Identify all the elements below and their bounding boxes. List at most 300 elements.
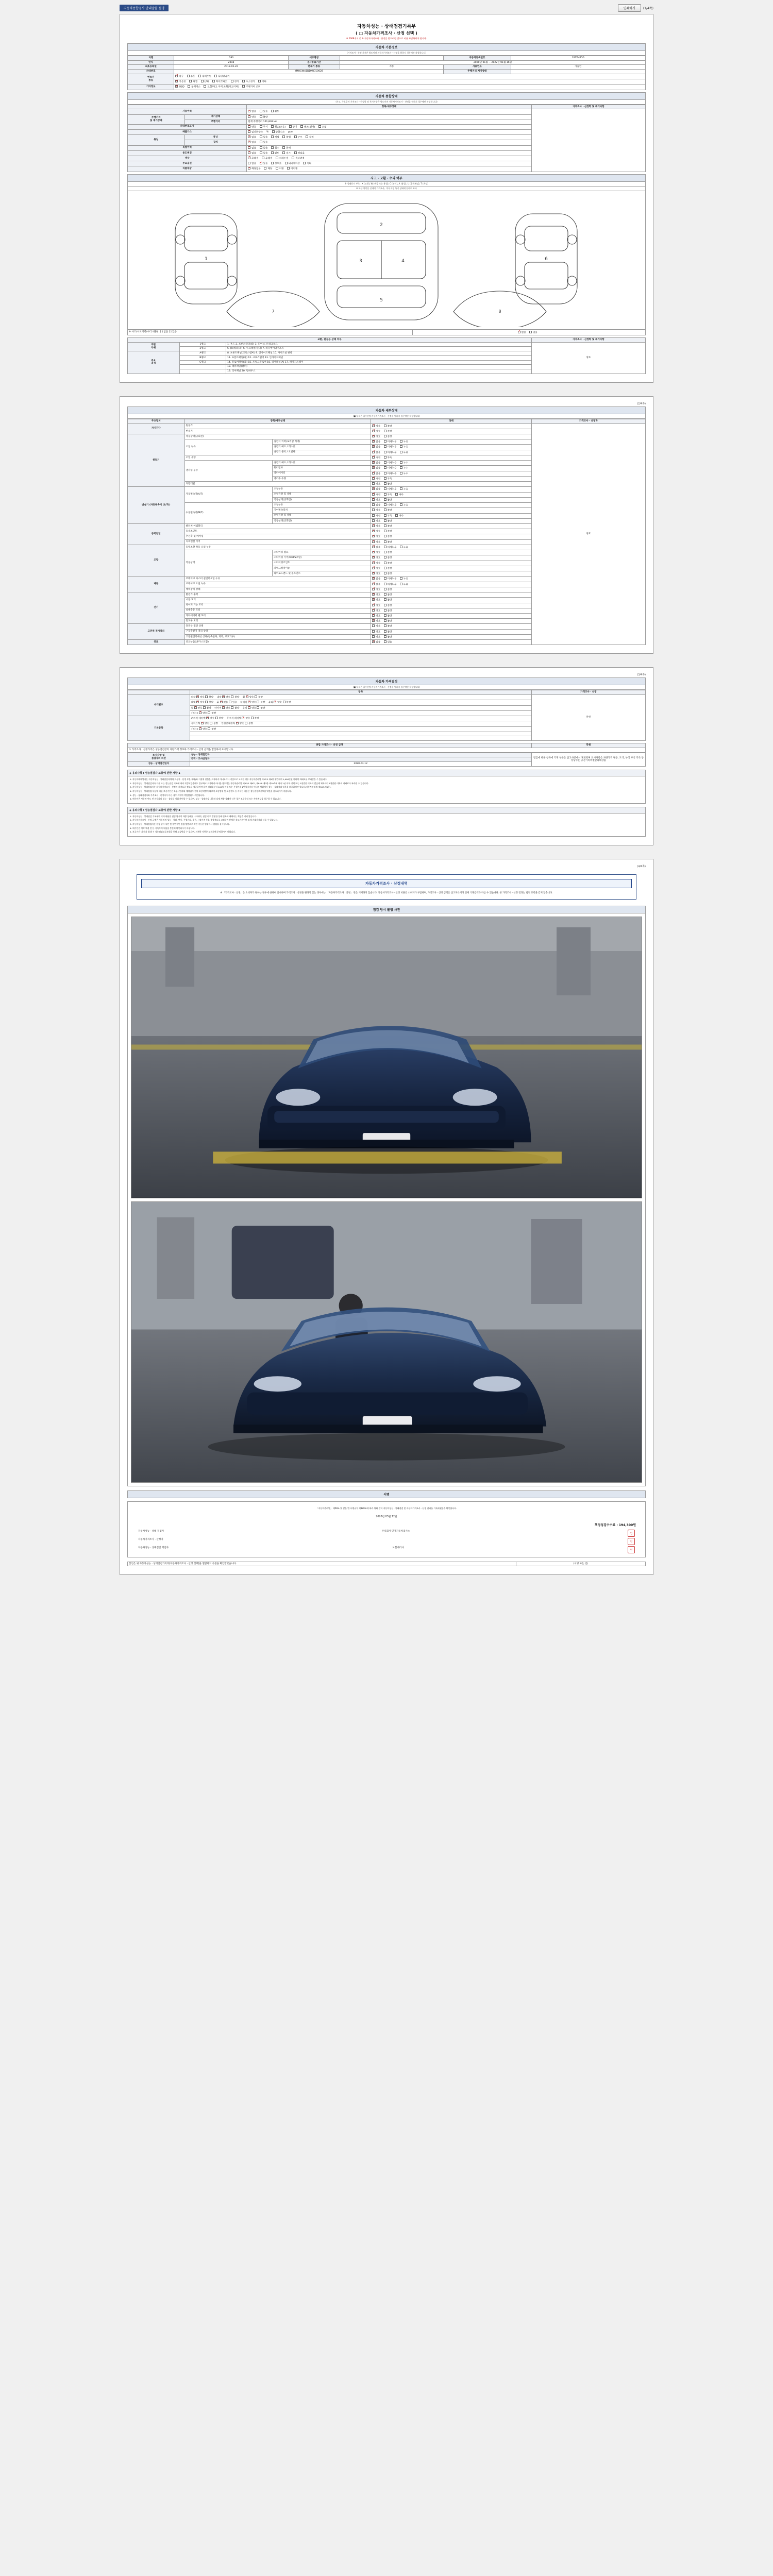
option-trans-semi[interactable]: 세미오토 — [198, 75, 211, 78]
option-misc-accident-history[interactable]: 보험/사고 이력 조회(사고이력) — [204, 85, 239, 89]
field-room[interactable]: 룸 ✔ 없음 있음 — [217, 701, 237, 704]
option-usechange-rent[interactable]: 렌트 — [271, 151, 279, 155]
option-good[interactable]: 양호 — [372, 624, 380, 628]
option-usechange-yes[interactable]: 있음 — [260, 151, 268, 155]
option-leak[interactable]: 누유 — [400, 503, 408, 507]
state-steering-power — [371, 566, 532, 571]
option-good[interactable]: ✔ 양호 — [372, 535, 380, 538]
option-minor[interactable]: 미세누유 — [384, 577, 397, 581]
option-bad[interactable]: 불량 — [384, 530, 392, 533]
field-label-carname: 차명 — [128, 56, 174, 61]
notice-item: 5. 보증기간 내 하자 발생 시 성능점검보증보험을 통해 보상받을 수 있으며, 자세한 사항은 보험사에 문의하시기 바랍니다. — [130, 831, 236, 834]
option-leak[interactable]: 누유 — [400, 451, 408, 454]
option-good[interactable]: ✔ 양호 — [372, 572, 380, 575]
option-tuning-legal[interactable]: 적법 — [271, 135, 279, 139]
signer-value-inspector: 주식회사 민경자동차검사소 — [381, 1530, 410, 1533]
fee-label: 책정성검수수료 : — [594, 1523, 618, 1527]
option-tuning2-none[interactable]: ✔ 없음 — [248, 141, 256, 144]
toolbar — [120, 4, 653, 12]
option-good[interactable]: ✔ 양호 — [372, 551, 380, 554]
item-at: 자동변속기(A/T) — [184, 487, 273, 503]
option-emission-co[interactable]: ✔ 일산화탄소 — [248, 130, 263, 134]
option-tuning-yes[interactable]: 있음 — [260, 135, 268, 139]
option-vin-erased[interactable]: 도말 — [318, 125, 327, 129]
option-minor[interactable]: 미세누유 — [384, 451, 397, 454]
option-bad[interactable]: 불량 — [384, 430, 392, 433]
option-bad[interactable]: 불량 — [384, 609, 392, 613]
notice-item: 4. 자동차성능 · 상태점검 내용에 대한 보증기간은 보험사업자와 매매업자 간의 보증약정에 따르며 보증범위 및 보증한도 등 자세한 내용은 성능점검보증보험 약관을 참조하시기 바랍니다. — [130, 789, 292, 792]
state-wipermotor — [371, 603, 532, 608]
basic-info-table — [127, 56, 646, 90]
sub-steering-gear: 스티어링 기어(MDPS포함) — [273, 555, 371, 561]
option-leak[interactable]: 누수 — [400, 461, 408, 465]
option-recall-applicable[interactable]: 해당 — [264, 167, 272, 171]
option-good[interactable]: ✔ 양호 — [372, 530, 380, 533]
option-minor[interactable]: 미세누수 — [384, 472, 397, 476]
field-safety-device[interactable]: 안전교체장치 ✔ 양호 불량 — [222, 722, 253, 725]
col-header-price-items: 항목 — [190, 690, 531, 695]
row-label-color: 색상 — [128, 156, 247, 161]
option-tuning-device[interactable]: 장치 — [306, 135, 314, 139]
option-bad[interactable]: 불량 — [384, 551, 392, 554]
option-tuning-structure[interactable]: 구조 — [294, 135, 303, 139]
option-adequate[interactable]: 적정 — [372, 514, 380, 518]
signature-row — [131, 1546, 642, 1554]
option-misc-blackbox[interactable]: 블랙박스 — [188, 85, 200, 89]
option-usechange-lease[interactable]: 리스 — [282, 151, 291, 155]
option-good[interactable]: ✔ 양호 — [372, 498, 380, 502]
rank-items-e: 19. 리어패널 20. 휠하우스 — [226, 369, 531, 374]
field-glass[interactable]: 유리 ✔ 양호 불량 — [268, 701, 291, 704]
option-good[interactable]: ✔ 양호 — [372, 425, 380, 428]
option-trans-auto[interactable]: ✔자동 — [175, 75, 183, 78]
group-label-selfdiag: 자기진단 — [128, 423, 185, 434]
field-passenger-airbag[interactable]: 동승석 에어백 ✔ 양호 불량 — [227, 717, 259, 720]
detail-note-cell: 양호 — [531, 423, 645, 645]
row-options-recall — [247, 166, 532, 172]
option-vin-damaged[interactable]: 훼손(오손) — [271, 125, 285, 129]
field-tire[interactable]: 타이어 ✔ 양호 불량 — [240, 701, 265, 704]
sub-engine-block: 실린더 블록 / 오일팬 — [273, 450, 371, 455]
state-coolant-waterpump — [371, 466, 532, 471]
option-insufficient[interactable]: 부족 — [384, 477, 392, 481]
state-engine-idle — [371, 434, 532, 439]
table-row — [128, 748, 646, 752]
state-clutch — [371, 523, 532, 529]
option-insufficient[interactable]: 부족 — [384, 456, 392, 460]
signer-label-manager: 자동차성능 · 상태점검 책임자 — [138, 1546, 169, 1549]
row-options-tuning-2 — [247, 140, 532, 145]
option-special-yes[interactable]: 있음 — [260, 146, 268, 150]
option-none[interactable]: ✔ 없음 — [372, 451, 380, 454]
item-brake-oilleak: 브레이크 오일 누유 — [184, 582, 371, 587]
sub-label-mileage: 주행거리 — [184, 120, 247, 124]
field-interior[interactable]: 내장 ✔ 양호 불량 — [217, 696, 240, 699]
field-label-firstreg: 최초등록일 — [128, 65, 174, 70]
option-vin-good[interactable]: ✔ 양호 — [248, 125, 256, 129]
option-good[interactable]: ✔ 양호 — [372, 430, 380, 433]
option-minor[interactable]: 미세누수 — [384, 461, 397, 465]
option-good[interactable]: ✔ 양호 — [372, 588, 380, 591]
option-leak[interactable]: 누유 — [400, 440, 408, 444]
item-selfdiag-engine: 원동기 — [184, 423, 371, 429]
option-good[interactable]: ✔ 양호 — [372, 567, 380, 570]
option-fuel-etc[interactable]: 기타 — [258, 80, 266, 83]
option-bad[interactable]: 불량 — [384, 556, 392, 560]
option-trans-cvt[interactable]: 무단변속기 — [214, 75, 229, 78]
state-windowmotor — [371, 619, 532, 624]
item-engine-commonrail: 커먼레일 — [184, 482, 371, 487]
option-usage-rent[interactable]: 렌트 — [271, 110, 279, 113]
option-bad[interactable]: 불량 — [384, 604, 392, 607]
inspection-photo-front — [131, 917, 642, 1198]
signer-label-assessor: 자동차가격조사 · 산정자 — [138, 1538, 163, 1541]
field-label-transmission-group: 변속기 종류 — [128, 74, 174, 84]
fuel-options — [174, 79, 646, 84]
notice-item: 6. 매수인은 자동차 인도 전 자동차의 성능 · 상태를 직접 확인할 수 있으며, 성능 · 상태점검 내용과 실제 차량 상태가 다른 경우 보증수리 또는 손해배상을 청구할 수 있습니다. — [130, 798, 281, 801]
section-overall-header: 자동차 종합상태 — [127, 92, 646, 100]
option-none[interactable]: ✔ 없음 — [372, 583, 380, 586]
option-insufficient[interactable]: 부족 — [384, 493, 392, 497]
basic-row-4 — [190, 732, 531, 736]
option-good[interactable]: ✔ 양호 — [372, 614, 380, 618]
option-good[interactable]: 양호 — [372, 482, 380, 486]
option-fuel-lpg[interactable]: LPG — [201, 80, 209, 83]
option-good[interactable]: 양호 — [372, 630, 380, 634]
certificate-text: ※ 「가격조사 · 산정」은 소비자가 원하는 경우에 한하여 실시하며 가격조사 · 산정을 원하지 않는 경우에는 「자동차가격조사 · 산정」 란은 기재하지 않습니다. 자동차가격조사 · 산정 비용은 소비자가 부담하며, 가격조사 · 산정 금액은 참고자료이며 실제 거래금액과 다를 수 있습니다. 본 가격조사 · 산정 결과는 법적 효력을 갖지 않습니다. — [220, 892, 553, 895]
option-bad[interactable]: 불량 — [384, 524, 392, 528]
special-note-value-cell: 점검에 따른 항목에 기재 부분은 참고사항에서 제외되며 표시사항은 차량가격 변동, 도색, 부식 부식 기록 등 상당수는 공간기록특별관리대상품 — [531, 753, 645, 766]
option-bad[interactable]: 불량 — [384, 630, 392, 634]
option-minor[interactable]: 미세누수 — [384, 466, 397, 470]
repair-row-4 — [190, 710, 531, 716]
option-misc-obd[interactable]: ✔ OBD — [175, 85, 184, 89]
field-glass-2[interactable]: 유리 ✔ 양호 불량 — [243, 706, 265, 710]
field-value-carname: G80 — [174, 56, 288, 61]
misc-options — [174, 84, 646, 90]
col-header-rank: 교환, 판금등 상태 여부 — [128, 337, 532, 342]
group-label-powertrain: 동력전달 — [128, 523, 185, 545]
option-bad[interactable]: 불량 — [384, 509, 392, 512]
option-vin-corrosion[interactable]: 부식 — [260, 125, 268, 129]
option-none[interactable]: ✔ 없음 — [372, 487, 380, 491]
option-none[interactable]: ✔ 없음 — [372, 472, 380, 476]
option-none[interactable]: ✔ 없음 — [372, 546, 380, 549]
option-bad[interactable]: 불량 — [384, 614, 392, 618]
option-color-changed[interactable]: 색상변경 — [292, 157, 305, 160]
svg-text:1: 1 — [205, 256, 208, 262]
option-good[interactable]: ✔ 양호 — [372, 604, 380, 607]
item-blowermotor: 실내송풍 모터 — [184, 608, 371, 613]
sub-mt-leak: 오일누유 — [273, 503, 371, 508]
option-tuning-illegal[interactable]: 불법 — [282, 135, 291, 139]
option-special-fire[interactable]: 화재 — [282, 146, 291, 150]
field-label-inspection-valid: 검사유효기간 — [288, 60, 340, 65]
option-good[interactable]: ✔ 양호 — [372, 524, 380, 528]
option-minor[interactable]: 미세누유 — [384, 503, 397, 507]
option-minor[interactable]: 미세누유 — [384, 583, 397, 586]
item-brake-booster: 배력장치 상태 — [184, 587, 371, 592]
page-notice: ※ 2068개지 중 ※ 자동차가격조사 · 산정을 받으려면 별도로 비용 부담하셔야 합니다. — [346, 37, 427, 40]
option-tuning2-yes[interactable]: 있음 — [260, 141, 268, 144]
option-color-fullpaint[interactable]: 전체도색 — [276, 157, 289, 160]
field-label-year: 연식 — [128, 60, 174, 65]
transmission-options — [174, 74, 646, 79]
option-mainopt-navigation[interactable]: 내비게이션 — [285, 162, 300, 165]
option-mainopt-etc[interactable]: 기타 — [303, 162, 311, 165]
signature-area — [127, 1501, 646, 1557]
item-fuel-leak: 연료누출(LP가스포함) — [184, 640, 371, 645]
option-minor[interactable]: 미세누유 — [384, 440, 397, 444]
option-bad[interactable]: 불량 — [384, 572, 392, 575]
row-label-main-frame: 주요 골격 — [128, 351, 180, 374]
item-startmotor: 시동 모터 — [184, 598, 371, 603]
option-good[interactable]: ✔ 양호 — [372, 593, 380, 597]
option-accident-none[interactable]: ✔ 없음 — [518, 331, 526, 334]
option-recall-done[interactable]: 이행 — [276, 167, 284, 171]
option-gauge-bad[interactable]: 불량 — [260, 115, 268, 119]
table-header-row — [128, 419, 646, 423]
option-excessive[interactable]: 과다 — [395, 493, 404, 497]
option-leak[interactable]: 누유 — [400, 487, 408, 491]
sub-steering-power: 파워크러치이송 — [273, 566, 371, 571]
option-bad[interactable]: 불량 — [384, 535, 392, 538]
basic-row-1 — [190, 716, 531, 721]
table-header-row — [128, 690, 646, 695]
state-engine-oilvolume — [371, 455, 532, 460]
option-bad[interactable]: 불량 — [384, 567, 392, 570]
row-label-outer-panel: 외판 부위 — [128, 342, 180, 351]
option-mainopt-sunroof[interactable]: 선루프 — [271, 162, 281, 165]
field-value-inspection-valid: 2020년 01월 ~ 2022년 01월 16일 — [340, 60, 646, 65]
option-fuel-electric[interactable]: 전기 — [231, 80, 239, 83]
state-cvjoint — [371, 529, 532, 534]
page-title: 자동차성능 · 상태점검기록부 — [357, 24, 416, 29]
option-recall-notdone[interactable]: 미이행 — [287, 167, 297, 171]
option-gauge-good[interactable]: ✔ 양호 — [248, 115, 256, 119]
option-color-achromatic[interactable]: ✔ 무채색 — [248, 157, 258, 160]
sub-coolant-headgasket: 실린더 헤드 / 개스킷 — [273, 461, 371, 466]
option-excessive[interactable]: 과다 — [395, 514, 404, 518]
option-good[interactable]: ✔ 양호 — [372, 609, 380, 613]
option-bad[interactable]: 불량 — [384, 540, 392, 544]
group-label-engine: 원동기 — [128, 434, 185, 487]
item-mt: 수동변속기(M/T) — [184, 503, 273, 524]
table-row — [128, 109, 646, 114]
item-wipermotor: 와이퍼 기능 모터 — [184, 603, 371, 608]
option-leak[interactable]: 누유 — [400, 445, 408, 449]
option-good[interactable]: ✔ 양호 — [372, 435, 380, 438]
basic-row-5 — [190, 736, 531, 741]
option-vin-altered[interactable]: 변조(변타) — [300, 125, 315, 129]
footer-confirm-text: 본인은 위 자동차성능 · 상태점검기록부[자동차가격조사 · 산정 선택]을 열람하고 사본을 확인받았습니다. — [128, 1562, 516, 1566]
option-usage-none[interactable]: ✔ 없음 — [248, 110, 256, 113]
state-selfdiag-engine — [371, 423, 532, 429]
option-bad[interactable]: 불량 — [384, 562, 392, 565]
option-minor[interactable]: 미세누유 — [384, 445, 397, 449]
option-usage-yes[interactable]: 있음 — [260, 110, 268, 113]
option-none[interactable]: 없음 — [372, 503, 380, 507]
option-none[interactable]: ✔ 없음 — [372, 466, 380, 470]
option-fuel-hydrogen[interactable]: 수소전기 — [242, 80, 255, 83]
col-header-detail-item: 항목/세부상태 — [184, 419, 371, 423]
option-adequate[interactable]: ✔ 적정 — [372, 477, 380, 481]
table-row — [128, 330, 646, 335]
option-fuel-diesel[interactable]: 디젤 — [189, 80, 197, 83]
field-exterior[interactable]: 외장 ✔ 양호 불량 — [191, 696, 214, 699]
value-inspect-date: 2020-03-12 — [190, 762, 531, 767]
state-hv-charger — [371, 624, 532, 629]
option-bad[interactable]: 불량 — [384, 624, 392, 628]
option-good[interactable]: ✔ 양호 — [372, 556, 380, 560]
option-none[interactable]: ✔ 없음 — [372, 440, 380, 444]
option-bad[interactable]: 불량 — [384, 482, 392, 486]
row-label-emission: 배출가스 — [128, 129, 247, 134]
svg-text:6: 6 — [545, 256, 548, 262]
svg-text:3: 3 — [359, 258, 362, 264]
state-engine-rockercover — [371, 439, 532, 445]
field-driver-airbag[interactable]: 운전석 에어백 ✔ 양호 불량 — [191, 717, 224, 720]
state-radiatorfan — [371, 613, 532, 618]
field-polish[interactable]: 광택 ✔ 양호 불량 — [191, 701, 214, 704]
value-emission-hc: ppm — [288, 131, 294, 134]
accident-summary-right — [412, 330, 645, 335]
field-etc[interactable]: 기타( ) ✔ 양호 불량 — [191, 711, 216, 715]
option-good[interactable]: ✔ 양호 — [372, 598, 380, 602]
option-emission-hc[interactable]: 탄화수소 — [272, 130, 285, 134]
option-trans-manual[interactable]: 수동 — [187, 75, 195, 78]
option-usechange-none[interactable]: ✔ 없음 — [248, 151, 256, 155]
accident-summary-table — [127, 330, 646, 335]
state-coolant-volume — [371, 476, 532, 481]
sub-coolant-waterpump: 워터펌프 — [273, 466, 371, 471]
notice-item: 3. 자동차성능 · 상태점검자는 점검 당시 육안 및 일반적인 점검 방법으로 확인 가능한 범위에서 점검을 실시합니다. — [130, 823, 230, 826]
option-good[interactable]: 양호 — [372, 509, 380, 512]
sub-engine-headgasket: 실린더 헤드 / 개스킷 — [273, 445, 371, 450]
item-engine-oilleak: 오일 누유 — [184, 439, 273, 455]
item-engine-idle: 작동상태(공회전) — [184, 434, 371, 439]
table-row — [128, 695, 646, 700]
price-summary-title: 종합 가격조사 · 산정 금액 — [128, 743, 532, 748]
item-differential: 디퍼렌셜 기어 — [184, 539, 371, 545]
option-adequate[interactable]: ✔ 적정 — [372, 456, 380, 460]
option-leak[interactable]: 누수 — [400, 466, 408, 470]
sub-coolant-radiator: 라디에이터 — [273, 471, 371, 476]
option-none[interactable]: ✔ 없음 — [372, 577, 380, 581]
field-value-vin: KMHGW41DDKU310028 — [174, 70, 444, 74]
option-accident-yes[interactable]: 있음 — [529, 331, 537, 334]
state-engine-headgasket — [371, 445, 532, 450]
option-vin-different[interactable]: 상이 — [289, 125, 297, 129]
state-steering-gear — [371, 555, 532, 561]
state-mt-gearshift — [371, 508, 532, 513]
page-3 — [120, 667, 653, 845]
option-misc-mileage-check[interactable]: 주행거리 조회 — [242, 85, 260, 89]
sub-coolant-volume: 냉각수 수량 — [273, 476, 371, 481]
option-special-flood[interactable]: 침수 — [271, 146, 279, 150]
rank-items-b: 11. 프론트패널(좌) 12. 크로스멤버 13. 인사이드패널 — [226, 355, 531, 360]
option-leak[interactable]: 누유 — [400, 577, 408, 581]
group-label-transmission: 변속기 (자동변속기 (A/T)) — [128, 487, 185, 524]
field-value-firstreg: 2018-02-22 — [174, 65, 288, 70]
price-summary-unit: 만원 — [531, 743, 645, 748]
option-recall-na[interactable]: ✔ 해당없음 — [248, 167, 261, 171]
row-label-odometer: 주행거리 및 계기상태 — [128, 114, 185, 124]
option-fuel-gasoline[interactable]: ✔가솔린 — [175, 80, 186, 83]
field-side-airbag[interactable]: 사이드백 ✔ 양호 불량 — [191, 722, 218, 725]
print-button[interactable]: 인쇄하기 — [618, 4, 641, 12]
value-emission-co: % — [266, 131, 269, 134]
option-mainopt-yes[interactable]: ✔ 있음 — [260, 162, 268, 165]
fee-line — [131, 1520, 642, 1529]
field-wheel[interactable]: 휠 ✔ 양호 불량 — [243, 696, 263, 699]
field-value-platenumber: 32ZA4756 — [511, 56, 645, 61]
option-tuning-none[interactable]: ✔ 없음 — [248, 135, 256, 139]
option-bad[interactable]: 불량 — [384, 598, 392, 602]
option-good[interactable]: ✔ 양호 — [372, 540, 380, 544]
svg-text:4: 4 — [401, 258, 405, 264]
option-bad[interactable]: 불량 — [384, 425, 392, 428]
field-tire-2[interactable]: 타이어 ✔ 양호 불량 — [214, 706, 239, 710]
option-bad[interactable]: 불량 — [384, 588, 392, 591]
price-summary-table — [127, 743, 646, 752]
group-label-hv: 고전원 전기장치 — [128, 624, 185, 640]
option-fuel-hybrid[interactable]: 하이브리드 — [212, 80, 227, 83]
option-usechange-business[interactable]: 영업용 — [294, 151, 305, 155]
option-none[interactable]: ✔ 없음 — [372, 461, 380, 465]
option-minor[interactable]: 미세누유 — [384, 546, 397, 549]
option-bad[interactable]: 불량 — [384, 635, 392, 639]
field-basic-etc[interactable]: 기타( ) ✔ 양호 불량 — [191, 727, 216, 731]
notice-body-2 — [127, 814, 646, 837]
signature-row — [131, 1529, 642, 1537]
option-bad[interactable]: 불량 — [384, 435, 392, 438]
col-header-price-cat — [128, 690, 190, 695]
price-note-cell: 만원 — [531, 695, 645, 741]
option-good[interactable]: 양호 — [372, 635, 380, 639]
option-leak[interactable]: 누유 — [400, 583, 408, 586]
option-none[interactable]: ✔ 없음 — [372, 640, 380, 644]
option-insufficient[interactable]: 부족 — [384, 514, 392, 518]
option-none[interactable]: ✔ 없음 — [372, 445, 380, 449]
option-adequate[interactable]: ✔ 적정 — [372, 493, 380, 497]
option-special-none[interactable]: ✔ 없음 — [248, 146, 256, 150]
option-bad[interactable]: 불량 — [384, 519, 392, 523]
row-label-special-notes: 특기사항 및 점검자의 의견 — [128, 753, 190, 761]
option-minor[interactable]: 미세누유 — [384, 487, 397, 491]
state-hv-battery — [371, 629, 532, 634]
option-good[interactable]: ✔ 양호 — [372, 562, 380, 565]
row-label-usechange: 용도변경 — [128, 150, 247, 156]
option-bad[interactable]: 불량 — [384, 619, 392, 623]
option-mainopt-none[interactable]: 없음 — [248, 162, 256, 165]
page-subtitle: ( □ 자동차가격조사 · 산정 선택 ) — [356, 31, 417, 36]
option-bad[interactable]: 불량 — [384, 498, 392, 502]
field-wheel-2[interactable]: 휠 ✔ 양호 불량 — [191, 706, 211, 710]
sub-steering-joint: 스티어링조인트 — [273, 561, 371, 566]
option-good[interactable]: 양호 — [372, 519, 380, 523]
option-leak[interactable]: 누수 — [400, 472, 408, 476]
option-color-chromatic[interactable]: 유채색 — [262, 157, 272, 160]
option-leak[interactable]: 누유 — [400, 546, 408, 549]
state-engine-block — [371, 450, 532, 455]
option-yes[interactable]: 있음 — [384, 640, 392, 644]
option-bad[interactable]: 불량 — [384, 593, 392, 597]
group-label-steering: 조향 — [128, 545, 185, 576]
car-damage-diagram[interactable] — [127, 191, 646, 330]
rank-label-2: 2랭크 — [179, 347, 226, 351]
option-good[interactable]: ✔ 양호 — [372, 619, 380, 623]
